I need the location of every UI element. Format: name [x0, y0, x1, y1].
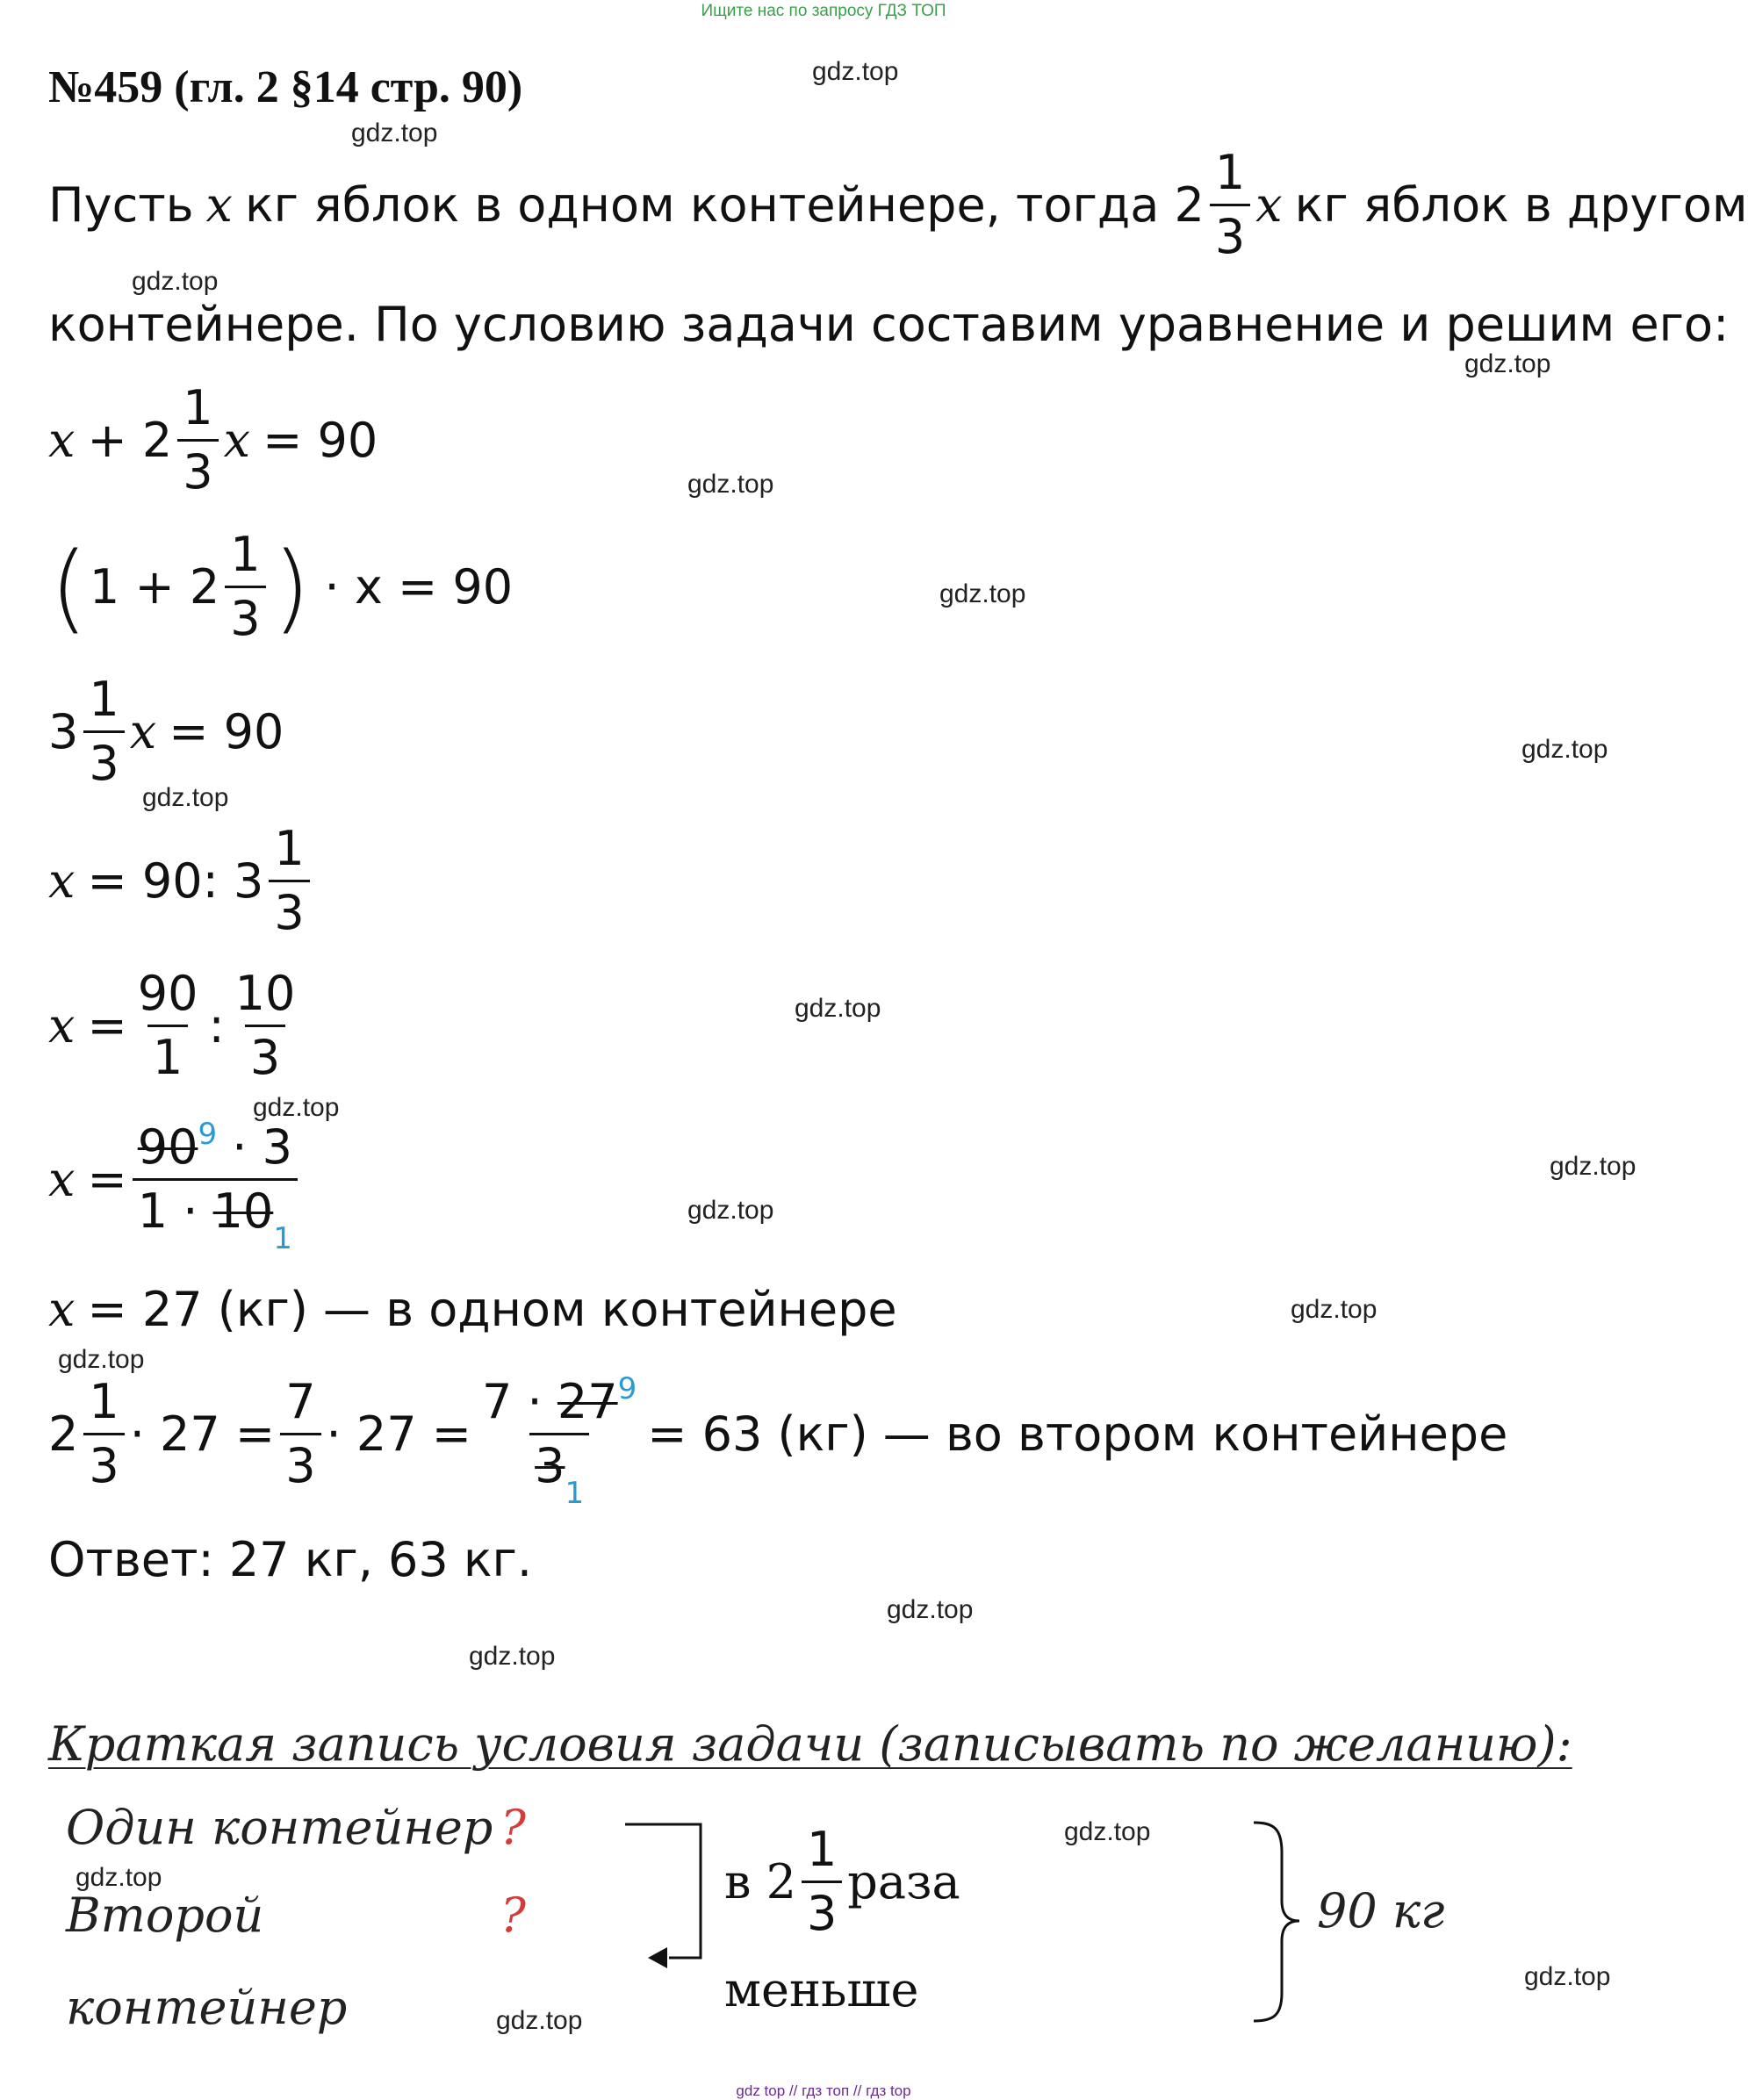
math-text: + 2 — [87, 413, 173, 468]
math-text: 7 · — [482, 1374, 543, 1429]
variable-x: x — [1255, 177, 1283, 233]
fraction-denominator — [133, 1178, 298, 1256]
fraction-numerator: 90 — [137, 966, 198, 1021]
math-text: = 90 — [263, 413, 378, 468]
intro-line-1 — [48, 145, 1748, 264]
cancelled-number: 90 — [137, 1119, 198, 1175]
watermark: gdz.top — [1291, 1295, 1378, 1324]
math-text: : — [208, 998, 225, 1054]
fraction-numerator: 1 — [806, 1822, 838, 1877]
fraction-numerator: 1 — [89, 672, 119, 727]
fraction — [1210, 145, 1250, 264]
cancelled-number: 27 — [557, 1374, 618, 1429]
math-text: · 27 = — [326, 1406, 472, 1462]
equation-step-3 — [48, 672, 284, 791]
fraction — [230, 966, 301, 1085]
fraction-numerator: 1 — [1214, 145, 1246, 200]
math-text: · x = 90 — [324, 559, 514, 615]
unknown-mark: ? — [500, 1888, 526, 1943]
less-label: меньше — [724, 1962, 919, 2017]
intro-text: контейнере. По условию задачи составим уравнение и решим его: — [48, 297, 1730, 352]
equation-step-6 — [48, 1117, 303, 1256]
equation-step-8 — [48, 1371, 1508, 1511]
variable-x: x — [205, 177, 234, 233]
summary-row-second-container-cont: контейнер — [66, 1980, 348, 2035]
equation-step-1 — [48, 380, 378, 500]
watermark: gdz.top — [795, 994, 881, 1023]
watermark: gdz.top — [1521, 735, 1608, 764]
fraction — [280, 1374, 320, 1493]
math-text: = 63 (кг) — во втором контейнере — [647, 1406, 1508, 1462]
fraction-numerator: 1 — [89, 1374, 119, 1429]
math-text: · 3 — [232, 1119, 292, 1175]
watermark: gdz.top — [1550, 1152, 1637, 1181]
fraction-denominator: 3 — [280, 1433, 320, 1490]
variable-x: x — [48, 1152, 76, 1207]
cancelled-number: 10 — [212, 1183, 274, 1239]
fraction-denominator: 3 — [177, 439, 218, 496]
watermark: gdz.top — [1464, 349, 1551, 378]
intro-text: кг яблок в одном контейнере, тогда 2 — [245, 177, 1205, 233]
math-text: 1 + 2 — [89, 559, 220, 615]
watermark: gdz.top — [76, 1863, 162, 1892]
cancelled-number: 3 — [535, 1438, 565, 1493]
intro-line-2 — [48, 297, 1729, 352]
reduced-number: 9 — [198, 1117, 218, 1152]
math-text: = 90: 3 — [87, 853, 264, 909]
fraction-denominator: 1 — [147, 1025, 188, 1082]
math-text: = — [87, 1152, 127, 1207]
answer-text: Ответ: 27 кг, 63 кг. — [48, 1532, 533, 1587]
summary-heading: Краткая запись условия задачи (записывать по желанию): — [48, 1716, 1572, 1772]
watermark: gdz.top — [132, 267, 219, 296]
fraction-denominator: 3 — [83, 1433, 124, 1490]
total-weight: 90 кг — [1317, 1883, 1445, 1938]
equation-step-4 — [48, 821, 315, 940]
math-text: = 27 (кг) — в одном контейнере — [87, 1282, 897, 1337]
math-text: 1 · — [137, 1183, 198, 1239]
watermark: gdz.top — [253, 1093, 340, 1122]
fraction-denominator: 3 — [245, 1025, 285, 1082]
fraction — [133, 1117, 298, 1256]
close-paren: ) — [272, 530, 311, 644]
equation-step-2 — [48, 527, 514, 646]
watermark: gdz.top — [1524, 1962, 1611, 1991]
bottom-banner: gdz top // гдз топ // гдз top — [736, 2082, 911, 2099]
watermark: gdz.top — [142, 783, 229, 812]
ratio-label — [724, 1822, 960, 1941]
page-title: №459 (гл. 2 §14 стр. 90) — [48, 62, 523, 112]
fraction-numerator — [133, 1117, 298, 1178]
fraction-denominator — [529, 1433, 589, 1511]
fraction-numerator: 1 — [274, 821, 305, 876]
fraction-denominator: 3 — [269, 880, 309, 937]
watermark: gdz.top — [687, 1196, 774, 1225]
open-paren: ( — [50, 530, 88, 644]
top-banner: Ищите нас по запросу ГДЗ ТОП — [701, 2, 946, 20]
watermark: gdz.top — [1064, 1817, 1151, 1846]
unknown-mark: ? — [500, 1800, 526, 1855]
equation-step-7 — [48, 1282, 897, 1337]
answer — [48, 1532, 532, 1587]
summary-row-first-container: Один контейнер — [66, 1800, 493, 1855]
variable-x: x — [48, 853, 76, 909]
summary-row-second-container: Второй — [66, 1888, 264, 1943]
math-text: = — [87, 998, 127, 1054]
fraction — [477, 1371, 642, 1511]
fraction — [177, 380, 218, 500]
fraction-numerator: 1 — [183, 380, 213, 435]
watermark: gdz.top — [887, 1595, 974, 1624]
ratio-suffix: раза — [847, 1854, 960, 1909]
fraction-numerator: 10 — [234, 966, 296, 1021]
variable-x: x — [48, 998, 76, 1054]
reduced-number: 1 — [273, 1221, 292, 1256]
fraction — [802, 1822, 842, 1941]
watermark: gdz.top — [58, 1345, 145, 1374]
watermark: gdz.top — [351, 119, 438, 147]
fraction — [269, 821, 309, 940]
fraction-denominator: 3 — [225, 586, 265, 643]
ratio-prefix: в 2 — [724, 1854, 796, 1909]
watermark: gdz.top — [687, 470, 774, 499]
variable-x: x — [48, 413, 76, 468]
arrow-connector — [615, 1817, 720, 1975]
variable-x: x — [129, 704, 157, 759]
fraction-numerator: 7 — [285, 1374, 316, 1429]
watermark: gdz.top — [496, 2006, 583, 2035]
math-text: 3 — [48, 704, 79, 759]
curly-brace — [1247, 1817, 1317, 2028]
intro-text: кг яблок в другом — [1294, 177, 1748, 233]
fraction — [133, 966, 204, 1085]
watermark: gdz.top — [469, 1642, 556, 1671]
variable-x: x — [223, 413, 251, 468]
fraction-denominator: 3 — [1210, 204, 1250, 261]
equation-step-5 — [48, 966, 306, 1085]
fraction — [225, 527, 265, 646]
watermark: gdz.top — [939, 579, 1026, 608]
math-text: · 27 = — [129, 1406, 276, 1462]
fraction-numerator — [477, 1371, 642, 1433]
math-text: 2 — [48, 1406, 79, 1462]
watermark: gdz.top — [812, 57, 899, 86]
intro-text: Пусть — [48, 177, 194, 233]
fraction-denominator: 3 — [802, 1881, 842, 1938]
fraction-numerator: 1 — [230, 527, 261, 582]
reduced-number: 1 — [565, 1476, 585, 1511]
fraction-denominator: 3 — [83, 730, 124, 788]
fraction — [83, 672, 124, 791]
fraction — [83, 1374, 124, 1493]
reduced-number: 9 — [617, 1371, 637, 1406]
math-text: = 90 — [169, 704, 284, 759]
variable-x: x — [48, 1282, 76, 1337]
